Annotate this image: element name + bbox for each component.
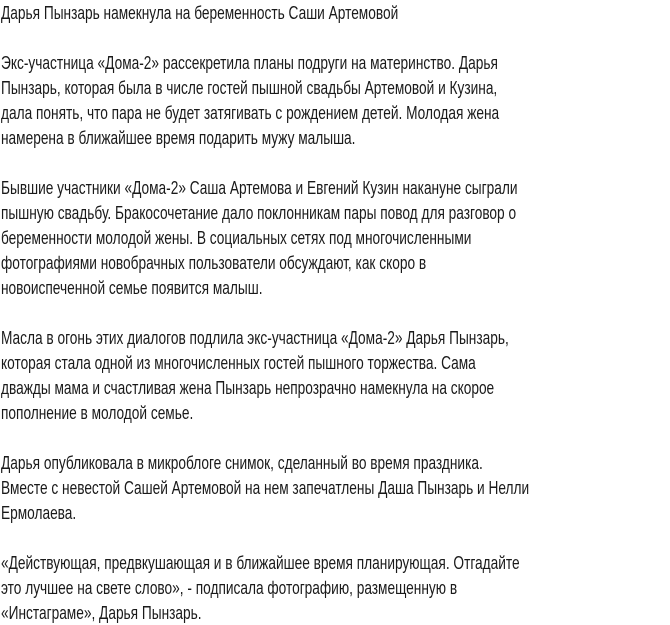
paragraph-line: «Действующая, предвкушающая и в ближайшее время планирующая. Отгадайте [1,552,520,573]
paragraph-line: намерена в ближайшее время подарить мужу малыша. [1,127,356,148]
paragraph-line: пополнение в молодой семье. [1,402,194,423]
paragraph-line: новоиспеченной семье появится малыш. [1,277,263,298]
paragraph-line: Вместе с невестой Сашей Артемовой на нем запечатлены Даша Пынзарь и Нелли [1,477,530,498]
paragraph-line: это лучшее на свете слово», - подписала фотографию, размещенную в [1,577,458,598]
paragraph-3 [1,325,667,425]
paragraph-line: Экс-участница «Дома-2» рассекретила планы подруги на материнство. Дарья [1,52,498,73]
paragraph-line: Ермолаева. [1,502,77,523]
paragraph-2 [1,175,667,300]
paragraph-line: Дарья опубликовала в микроблоге снимок, сделанный во время праздника. [1,452,483,473]
paragraph-line: дала понять, что пара не будет затягивать с рождением детей. Молодая жена [1,102,500,123]
paragraph-line: дважды мама и счастливая жена Пынзарь непрозрачно намекнула на скорое [1,377,495,398]
paragraph-line: фотографиями новобрачных пользователи обсуждают, как скоро в [1,252,427,273]
paragraph-4 [1,450,667,525]
article-title [1,0,667,25]
title-text: Дарья Пынзарь намекнула на беременность Саши Артемовой [1,2,399,23]
article [1,0,667,625]
paragraph-line: пышную свадьбу. Бракосочетание дало поклонникам пары повод для разговор о [1,202,517,223]
paragraph-line: которая стала одной из многочисленных гостей пышного торжества. Сама [1,352,476,373]
paragraph-line: беременности молодой жены. В социальных сетях под многочисленными [1,227,472,248]
paragraph-line: Пынзарь, которая была в числе гостей пышной свадьбы Артемовой и Кузина, [1,77,498,98]
paragraph-1 [1,50,667,150]
paragraph-line: Бывшие участники «Дома-2» Саша Артемова и Евгений Кузин накануне сыграли [1,177,518,198]
paragraph-line: Масла в огонь этих диалогов подлила экс-участница «Дома-2» Дарья Пынзарь, [1,327,509,348]
paragraph-line: «Инстаграме», Дарья Пынзарь. [1,602,202,623]
